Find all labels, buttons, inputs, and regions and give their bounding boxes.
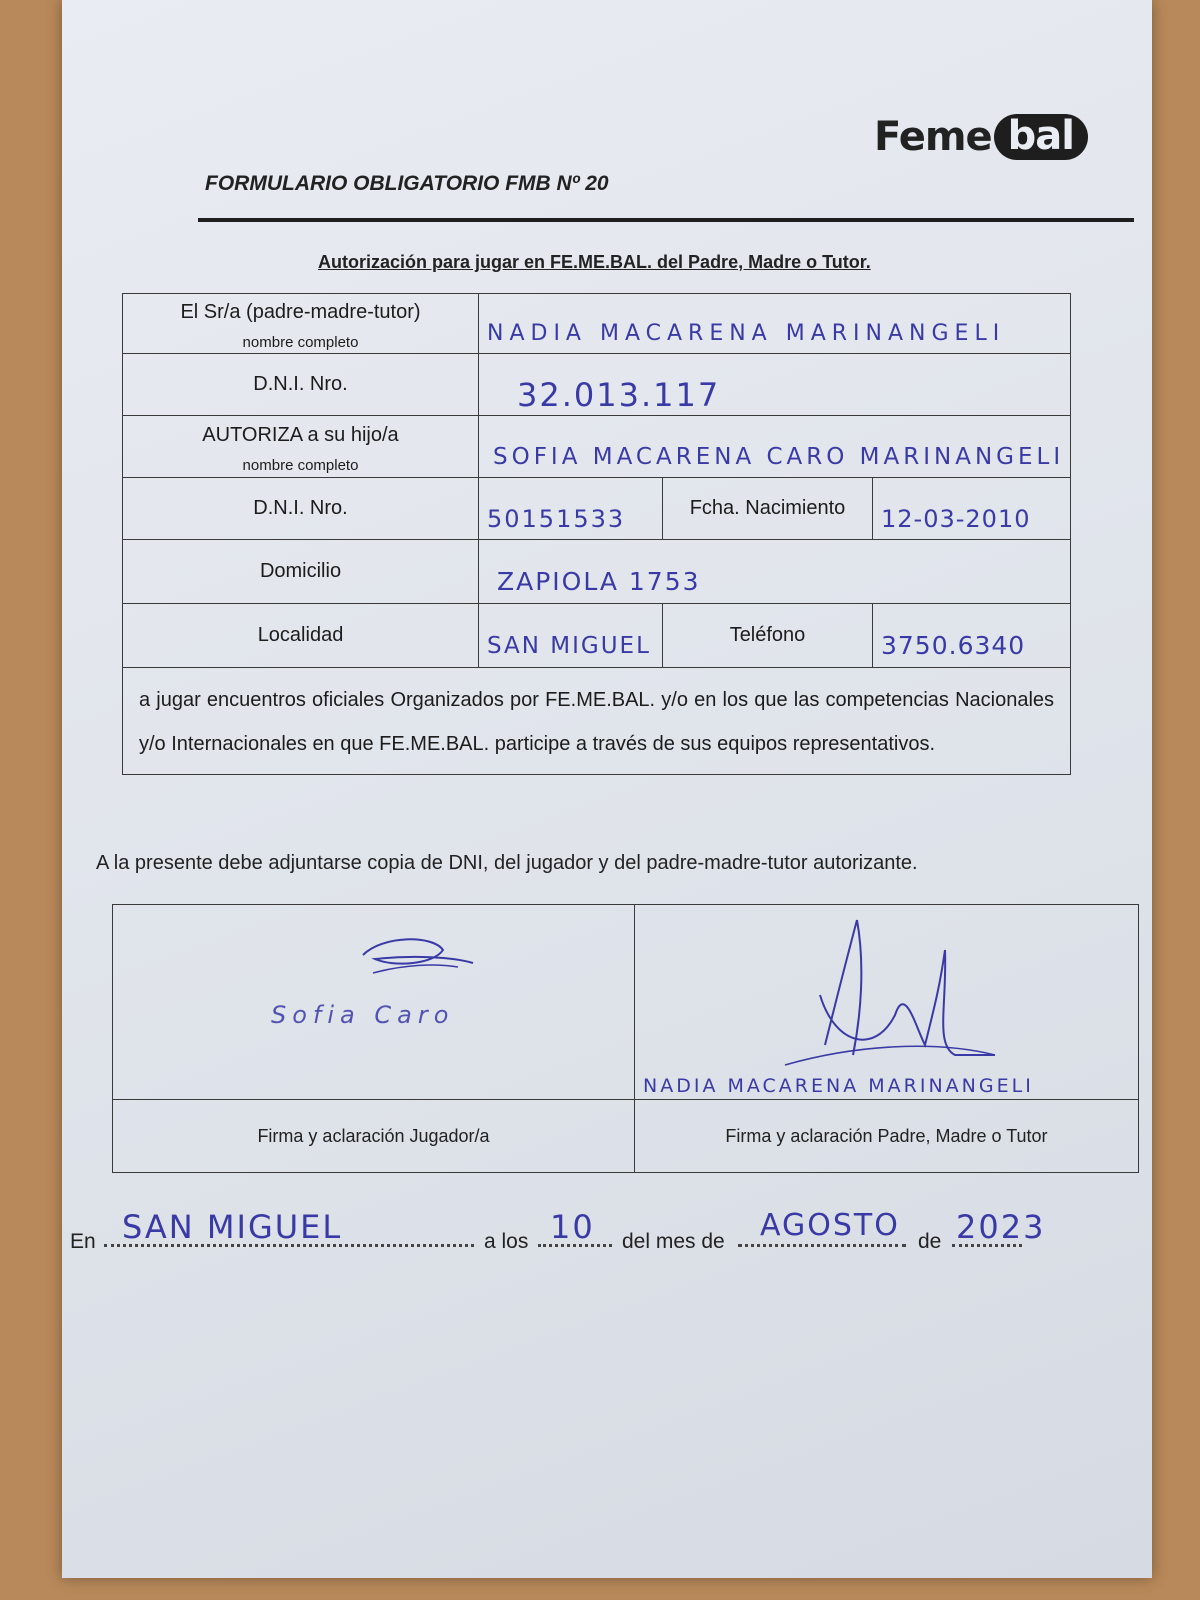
parent-name-row [123,294,1071,354]
child-name-row [123,416,1071,478]
parent-name-field[interactable] [479,294,1071,354]
parent-dni-row [123,354,1071,416]
parent-dni-label: D.N.I. Nro. [123,354,479,416]
form-title: FORMULARIO OBLIGATORIO FMB Nº 20 [205,172,609,195]
player-signature-box[interactable] [113,905,635,1100]
place-value[interactable]: SAN MIGUEL [122,1208,343,1246]
parent-dni-field[interactable] [479,354,1071,416]
address-label: Domicilio [123,540,479,604]
birth-date-field[interactable] [873,478,1071,540]
signature-table [112,904,1139,1173]
child-dni-field[interactable] [479,478,663,540]
child-label-cell [123,416,479,478]
a-los-label: a los [484,1230,529,1253]
parent-dni-value: 32.013.117 [517,375,721,414]
address-field[interactable] [479,540,1071,604]
parent-label: El Sr/a (padre-madre-tutor) [180,300,421,323]
player-signature-caption: Firma y aclaración Jugador/a [113,1100,635,1173]
title-divider [198,218,1134,222]
authorization-table [122,293,1071,775]
attachment-note: A la presente debe adjuntarse copia de DNI, del jugador y del padre-madre-tutor autorizante. [96,852,918,874]
authorization-text: a jugar encuentros oficiales Organizados por FE.ME.BAL. y/o en los que las competencias Nacionales y/o Internacionales en que FE.ME.BAL. participe a través de sus equipos representativos. [123,668,1071,775]
parent-sublabel: nombre completo [242,333,359,351]
city-row [123,604,1071,668]
phone-field[interactable] [873,604,1071,668]
birth-date-label: Fcha. Nacimiento [663,478,873,540]
city-label: Localidad [123,604,479,668]
de-label: de [918,1230,942,1253]
address-row [123,540,1071,604]
phone-value: 3750.6340 [881,631,1026,660]
month-value[interactable]: AGOSTO [760,1208,900,1243]
parent-signature-caption: Firma y aclaración Padre, Madre o Tutor [635,1100,1139,1173]
parent-name-value: NADIA MACARENA MARINANGELI [487,321,1006,346]
authorization-text-row [123,668,1071,775]
child-name-field[interactable] [479,416,1071,478]
form-subtitle: Autorización para jugar en FE.ME.BAL. del Padre, Madre o Tutor. [318,252,871,272]
phone-label: Teléfono [663,604,873,668]
child-label: AUTORIZA a su hijo/a [202,423,399,446]
child-dni-value: 50151533 [487,504,626,533]
femebal-logo: Feme bal [874,110,1088,164]
place-date-line [70,1208,1070,1254]
signature-caption-row [113,1100,1139,1173]
year-value[interactable]: 2023 [956,1208,1046,1246]
city-value: SAN MIGUEL [487,632,651,659]
form-sheet [62,0,1152,1578]
signature-row [113,905,1139,1100]
parent-printed-name: NADIA MACARENA MARINANGELI [643,1075,1034,1097]
mes-label: del mes de [622,1230,725,1253]
day-value[interactable]: 10 [550,1208,595,1246]
child-dni-row [123,478,1071,540]
city-field[interactable] [479,604,663,668]
address-value: ZAPIOLA 1753 [497,567,701,596]
child-dni-label: D.N.I. Nro. [123,478,479,540]
child-sublabel: nombre completo [242,456,359,474]
parent-signature-drawing [635,905,1139,1099]
player-printed-name: Sofia Caro [271,1001,455,1029]
child-name-value: SOFIA MACARENA CARO MARINANGELI [493,443,1065,470]
parent-signature-box[interactable] [635,905,1139,1100]
en-label: En [70,1230,96,1253]
birth-date-value: 12-03-2010 [881,504,1031,533]
parent-label-cell [123,294,479,354]
